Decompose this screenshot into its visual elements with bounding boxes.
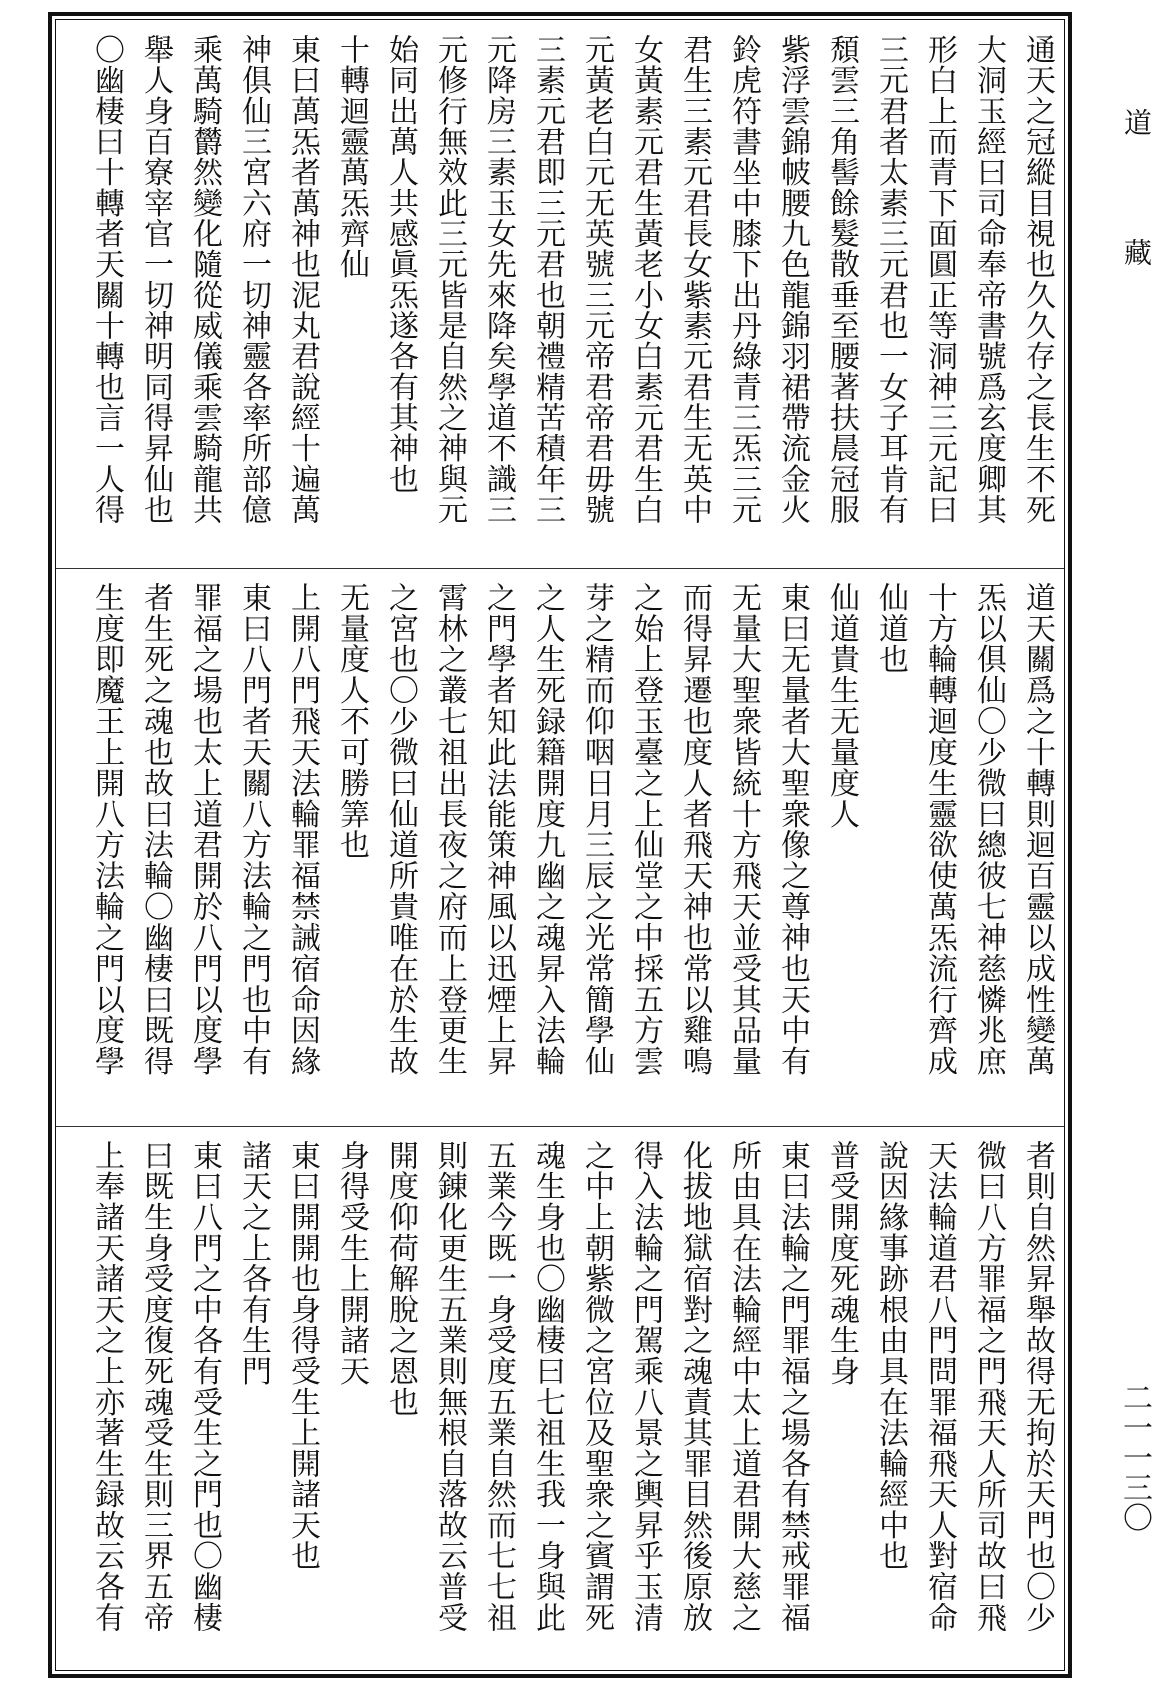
text-column: 普受開度死魂生身 bbox=[824, 1140, 859, 1387]
page-frame bbox=[48, 12, 1072, 1678]
text-column: 東曰萬炁者萬神也泥丸君說經十遍萬 bbox=[285, 34, 320, 525]
text-column: 无量度人不可勝筭也 bbox=[334, 582, 369, 861]
text-column: 天法輪道君八門問罪福飛天人對宿命 bbox=[922, 1140, 957, 1633]
text-column: 十方輪轉迴度生靈欲使萬炁流行齊成 bbox=[922, 582, 957, 1077]
text-column: 十轉迴靈萬炁齊仙 bbox=[334, 34, 369, 280]
text-column: 女黃素元君生黃老小女白素元君生白 bbox=[628, 34, 663, 525]
text-column: 霄林之叢七祖出長夜之府而上登更生 bbox=[432, 582, 467, 1077]
text-column: 仙道貴生无量度人 bbox=[824, 582, 859, 830]
text-column: 三元君者太素三元君也一女子耳肯有 bbox=[873, 34, 908, 525]
text-column: 君生三素元君長女紫素元君生无英中 bbox=[677, 34, 712, 525]
text-column: 者生死之魂也故曰法輪〇幽棲曰既得 bbox=[138, 582, 173, 1077]
text-column: 身得受生上開諸天 bbox=[334, 1140, 369, 1387]
text-column: 之人生死録籍開度九幽之魂昇入法輪 bbox=[530, 582, 565, 1077]
text-column: 形白上而青下面圓正等洞神三元記曰 bbox=[922, 34, 957, 525]
text-column: 東曰法輪之門罪福之場各有禁戒罪福 bbox=[775, 1140, 810, 1633]
text-column: 舉人身百寮宰官一切神明同得昇仙也 bbox=[138, 34, 173, 525]
text-column: 東曰无量者大聖衆像之尊神也天中有 bbox=[775, 582, 810, 1077]
text-column: 芽之精而仰咽日月三辰之光常簡學仙 bbox=[579, 582, 614, 1077]
text-column: 開度仰荷解脫之恩也 bbox=[383, 1140, 418, 1418]
text-column: 之中上朝紫微之宮位及聖衆之賓謂死 bbox=[579, 1140, 614, 1633]
register-divider bbox=[56, 1126, 1064, 1127]
text-column: 東曰開開也身得受生上開諸天也 bbox=[285, 1140, 320, 1572]
text-column: 之宮也〇少微曰仙道所貴唯在於生故 bbox=[383, 582, 418, 1077]
text-column: 元黃老白元无英號三元帝君帝君毋號 bbox=[579, 34, 614, 525]
text-column: 頹雲三角髻餘髮散垂至腰著扶晨冠服 bbox=[824, 34, 859, 525]
text-column: 東曰八門之中各有受生之門也〇幽棲 bbox=[187, 1140, 222, 1633]
text-column: 三素元君即三元君也朝禮精苦積年三 bbox=[530, 34, 565, 525]
text-column: 上開八門飛天法輪罪福禁誡宿命因緣 bbox=[285, 582, 320, 1077]
text-column: 者則自然昇舉故得无拘於天門也〇少 bbox=[1020, 1140, 1055, 1633]
text-column: 之門學者知此法能策神風以迅煙上昇 bbox=[481, 582, 516, 1077]
text-column: 元修行無效此三元皆是自然之神與元 bbox=[432, 34, 467, 525]
text-column: 魂生身也〇幽棲曰七祖生我一身與此 bbox=[530, 1140, 565, 1633]
text-column: 五業今既一身受度五業自然而七七祖 bbox=[481, 1140, 516, 1633]
text-column: 化拔地獄宿對之魂責其罪目然後原放 bbox=[677, 1140, 712, 1633]
text-column: 曰既生身受度復死魂受生則三界五帝 bbox=[138, 1140, 173, 1633]
text-column: 得入法輪之門駕乘八景之輿昇乎玉清 bbox=[628, 1140, 663, 1633]
text-column: 始同出萬人共感眞炁遂各有其神也 bbox=[383, 34, 418, 495]
text-column: 生度即魔王上開八方法輪之門以度學 bbox=[89, 582, 124, 1077]
text-column: 炁以俱仙〇少微曰總彼七神慈憐兆庶 bbox=[971, 582, 1006, 1077]
text-column: 无量大聖衆皆統十方飛天並受其品量 bbox=[726, 582, 761, 1077]
text-column: 神俱仙三宮六府一切神靈各率所部億 bbox=[236, 34, 271, 525]
text-column: 之始上登玉臺之上仙堂之中採五方雲 bbox=[628, 582, 663, 1077]
text-column: 乘萬騎欝然變化隨從威儀乘雲騎龍共 bbox=[187, 34, 222, 525]
text-column: 罪福之場也太上道君開於八門以度學 bbox=[187, 582, 222, 1077]
text-column: 道天關爲之十轉則迴百靈以成性變萬 bbox=[1020, 582, 1055, 1077]
text-column: 而得昇遷也度人者飛天神也常以雞鳴 bbox=[677, 582, 712, 1077]
text-column: 微曰八方罪福之門飛天人所司故曰飛 bbox=[971, 1140, 1006, 1633]
margin-page-number: 二一一三〇 bbox=[1117, 1382, 1152, 1532]
margin-section: 藏 bbox=[1120, 238, 1153, 266]
margin-title: 道 bbox=[1120, 108, 1153, 136]
text-column: 則錬化更生五業則無根自落故云普受 bbox=[432, 1140, 467, 1633]
text-column: 大洞玉經曰司命奉帝書號爲玄度卿其 bbox=[971, 34, 1006, 525]
text-column: 諸天之上各有生門 bbox=[236, 1140, 271, 1387]
text-column: 仙道也 bbox=[873, 582, 908, 675]
text-column: 通天之冠縱目視也久久存之長生不死 bbox=[1020, 34, 1055, 525]
text-column: 所由具在法輪經中太上道君開大慈之 bbox=[726, 1140, 761, 1633]
text-column: 元降房三素玉女先來降矣學道不識三 bbox=[481, 34, 516, 525]
text-column: 紫浮雲錦帔腰九色龍錦羽裙帶流金火 bbox=[775, 34, 810, 525]
register-divider bbox=[56, 568, 1064, 569]
text-column: 〇幽棲曰十轉者天關十轉也言一人得 bbox=[89, 34, 124, 525]
text-column: 鈴虎符書坐中膝下出丹綠青三炁三元 bbox=[726, 34, 761, 525]
text-column: 上奉諸天諸天之上亦著生録故云各有 bbox=[89, 1140, 124, 1633]
text-column: 東曰八門者天關八方法輪之門也中有 bbox=[236, 582, 271, 1077]
text-column: 說因緣事跡根由具在法輪經中也 bbox=[873, 1140, 908, 1572]
